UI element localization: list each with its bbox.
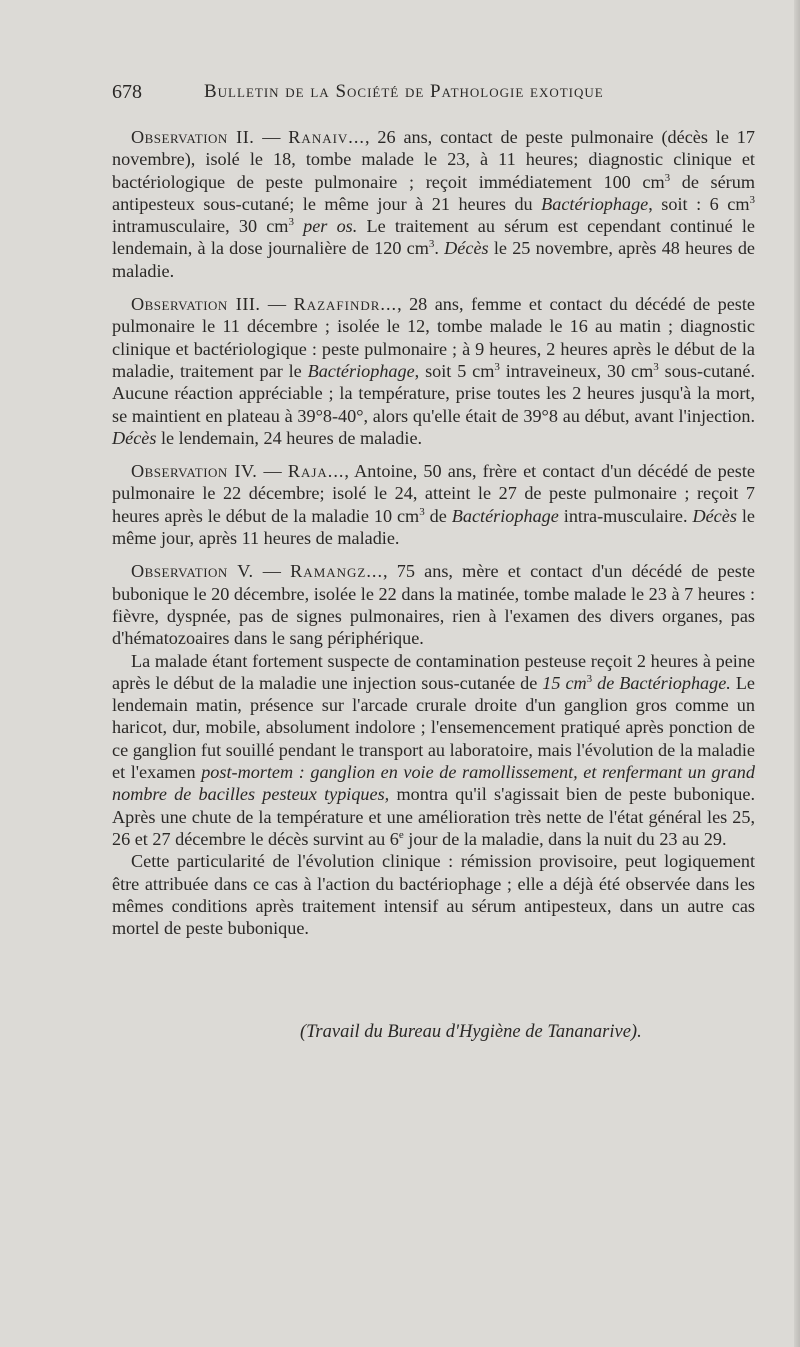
observation-5 [112,560,755,649]
text-run: Cette particularité de l'évolution clinique : rémission provisoire, peut logiquement être attribuée dans ce cas à l'action du bactériophage ; elle a déjà été observée dans les mêmes conditions après traitement intensif au sérum antipesteux, dans un autre cas mortel de peste bubonique. [112,851,755,939]
observation-label: Observation III. [131,294,261,315]
paragraph-treatment [112,650,755,851]
observation-label: Observation V. [131,561,254,582]
superscript: 3 [428,238,435,251]
text-run: le 25 novembre, après 48 heures de maladie. [112,238,755,281]
superscript: 3 [419,505,425,518]
text-run: . [434,238,445,259]
page-number: 678 [112,81,142,103]
text-run: le même jour, après 11 heures de maladie. [112,505,755,549]
text-run: Le traitement au sérum est cependant continué le lendemain, à la dose journalière de 120 cm [112,216,755,259]
dash: — [254,127,289,147]
text-run: de sérum antipesteux sous-cutané; le même jour à 21 heures du [112,171,755,214]
text-run: intra-musculaire. [558,505,693,526]
italic-run: Décès [112,427,157,448]
patient-name: Raja... [287,461,345,482]
paragraph-conclusion [112,850,755,939]
superscript: 3 [664,171,671,184]
patient-name: Ramangz... [290,561,383,582]
observation-label: Observation II. [131,127,255,147]
text-run: La malade étant fortement suspecte de contamination pesteuse reçoit 2 heures à peine après le début de la maladie une injection sous-cutanée de [112,650,755,693]
italic-run: Bactériophage [541,193,649,214]
italic-run: Bactériophage [451,505,559,526]
superscript: 3 [288,216,294,229]
italic-run: per os. [303,216,358,237]
text-run: , Antoine, 50 ans, frère et contact d'un décédé de peste pulmonaire le 22 décembre; isolé le 24, atteint le 27 de peste pulmonaire ; reçoit 7 heures après le début de la maladie 10 cm [112,461,755,526]
text-run: Le lendemain matin, présence sur l'arcade crurale droite d'un ganglion gros comme un haricot, dur, mobile, absolument indolore ; l'ensemencement pratiqué après ponction de ce ganglion fut souillé pendant le transport au laboratoire, mais l'évolution de la maladie et l'examen [112,672,755,783]
dash: — [253,561,291,582]
text-run: de [424,505,452,526]
patient-name: Razafindr... [293,294,398,315]
italic-run: Bactériophage [307,360,415,381]
italic-run: de Bactériophage. [592,672,731,693]
text-run: intramusculaire, 30 cm [112,216,289,237]
superscript: e [398,828,404,841]
superscript: 3 [749,193,755,206]
text-run: , soit 5 cm [414,360,495,381]
dash: — [260,294,294,315]
italic-run: Décès [444,238,489,259]
italic-run: post-mortem : ganglion en voie de ramollissement, et renfermant un grand nombre de bacilles pesteux typiques, [112,762,755,805]
body-text [112,126,755,939]
superscript: 3 [653,360,659,373]
observation-3 [112,293,755,449]
text-run: montra qu'il s'agissait bien de peste bubonique. Après une chute de la température et une amélioration très nette de l'état général les 25, 26 et 27 décembre le décès survint au 6 [112,784,755,849]
italic-run: Décès [692,505,737,526]
text-run: , soit : 6 cm [648,193,750,214]
text-run: sous-cutané. Aucune réaction appréciable ; la température, prise toutes les 2 heures jusqu'à la mort, se maintient en plateau à 39°8-40°, alors qu'elle était de 39°8 au début, avant l'injection. [112,360,756,426]
observation-2 [112,126,755,282]
text-run: le lendemain, 24 heures de maladie. [156,427,423,448]
italic-run: 15 cm [542,672,587,693]
page-header [112,81,658,109]
superscript: 3 [494,360,500,373]
signature [300,1022,642,1043]
text-run [294,216,303,236]
text-run: , 75 ans, mère et contact d'un décédé de peste bubonique le 20 décembre, isolée le 22 dans la matinée, tombe malade le 23 à 7 heures : fièvre, dyspnée, pas de signes pulmonaires, rien à l'examen des divers organes, pas d'hématozoaires dans le sang périphérique. [112,561,756,649]
dash: — [257,461,288,482]
text-run: jour de la maladie, dans la nuit du 23 au 29. [403,828,727,849]
observation-4 [112,460,755,549]
running-title: Bulletin de la Société de Pathologie exotique [204,81,604,102]
observation-label: Observation IV. [131,461,258,482]
signature-text: (Travail du Bureau d'Hygiène de Tananarive). [300,1022,642,1042]
text-run: intraveineux, 30 cm [499,360,654,381]
text-run: , 26 ans, contact de peste pulmonaire (décès le 17 novembre), isolé le 18, tombe malade le 23, à 11 heures; diagnostic clinique et bactériologique de peste pulmonaire ; reçoit immédiatement 100 cm [112,127,755,192]
superscript: 3 [586,672,593,685]
patient-name: Ranaiv... [288,127,365,147]
text-run: , 28 ans, femme et contact du décédé de peste pulmonaire le 11 décembre ; isolée le 12, tombe malade le 16 au matin ; diagnostic clinique et bactériologique : peste pulmonaire ; à 9 heures, 2 heures après le début de la maladie, traitement par le [112,294,756,381]
